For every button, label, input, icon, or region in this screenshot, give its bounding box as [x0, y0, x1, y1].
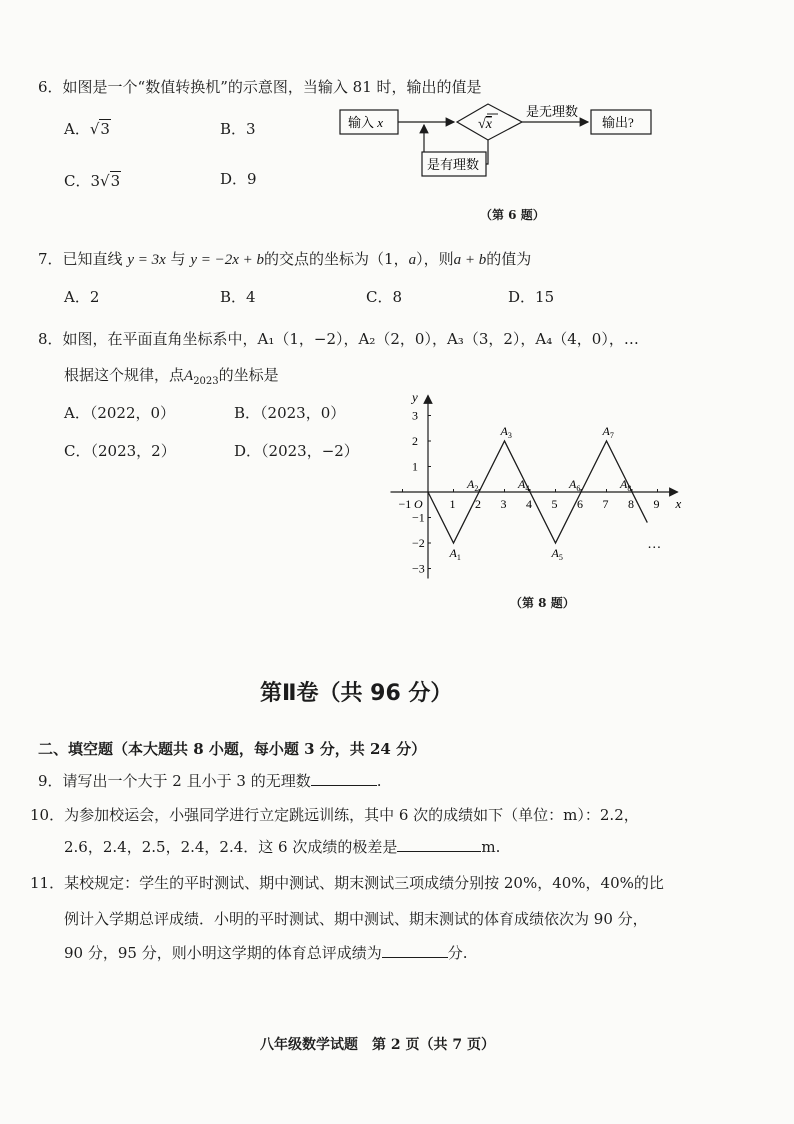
x-tick-label: −1 — [398, 497, 412, 511]
x-tick-label: 7 — [602, 497, 609, 511]
q11-blank — [382, 943, 448, 958]
x-axis-label: x — [675, 496, 682, 511]
point-label-a4: $A_4$ — [518, 477, 530, 493]
q9-blank — [311, 771, 377, 786]
q6-caption: （第 6 题） — [480, 208, 545, 222]
fill-blank-heading: 二、填空题（本大题共 8 小题，每小题 3 分，共 24 分） — [38, 740, 427, 758]
q6-option-d: D．9 — [220, 170, 257, 188]
q6-option-a: A．√3 — [64, 120, 110, 138]
y-tick-label: −1 — [412, 510, 425, 525]
svg-text:输入 x: 输入 x — [348, 115, 384, 130]
q6-flow-diagram — [330, 98, 660, 186]
q6-stem: 6．如图是一个“数值转换机”的示意图，当输入 81 时，输出的值是 — [38, 78, 482, 96]
y-tick-label: −3 — [412, 561, 425, 576]
q8-option-b: B．（2023，0） — [234, 404, 346, 422]
input-label: 输入 — [348, 115, 375, 130]
q8-stem: 8．如图，在平面直角坐标系中，A₁（1，−2），A₂（2，0），A₃（3，2），A₄（4，0），… — [38, 330, 639, 348]
y-tick-label: 1 — [412, 459, 418, 474]
svg-text:√x: √x — [478, 117, 492, 132]
q10-line1: 10．为参加校运会，小强同学进行立定跳远训练，其中 6 次的成绩如下（单位：m）：2.2， — [30, 806, 639, 824]
q11-line1: 11．某校规定：学生的平时测试、期中测试、期末测试三项成绩分别按 20%，40%，40%的比 — [30, 874, 664, 892]
point-label-a6: $A_6$ — [569, 477, 581, 493]
y-tick-label: −2 — [412, 536, 425, 550]
y-axis-label: y — [412, 389, 418, 405]
point-label-a8: $A_8$ — [620, 477, 632, 493]
x-tick-label: O — [414, 497, 423, 511]
q10-blank — [397, 837, 481, 852]
y-tick-label: 2 — [412, 434, 418, 448]
q8-option-a: A．（2022，0） — [64, 404, 176, 422]
point-label-a2: $A_2$ — [467, 477, 479, 493]
q7-option-a: A．2 — [64, 288, 100, 306]
q11-line2: 例计入学期总评成绩．小明的平时测试、期中测试、期末测试的体育成绩依次为 90 分， — [64, 910, 648, 928]
q8-coordinate-chart — [390, 382, 690, 587]
x-tick-label: 1 — [449, 497, 456, 511]
point-label-a1: $A_1$ — [449, 546, 461, 562]
q10-line2: 2.6，2.4，2.5，2.4，2.4．这 6 次成绩的极差是 m. — [64, 838, 501, 856]
page-footer: 八年级数学试题 第 2 页（共 7 页） — [260, 1037, 495, 1053]
rational-label: 是有理数 — [427, 157, 480, 172]
x-tick-label: 2 — [475, 497, 481, 511]
q8-option-d: D．（2023，−2） — [234, 442, 359, 460]
x-tick-label: 6 — [577, 497, 583, 511]
chart-ellipsis: … — [647, 537, 662, 553]
q7-option-c: C．8 — [366, 288, 403, 306]
q7-option-b: B．4 — [220, 288, 256, 306]
point-label-a5: $A_5$ — [551, 546, 563, 562]
q8-option-c: C．（2023，2） — [64, 442, 176, 460]
q9: 9．请写出一个大于 2 且小于 3 的无理数 . — [38, 772, 382, 790]
q7-option-d: D．15 — [508, 288, 555, 306]
section-title: 第Ⅱ卷（共 96 分） — [260, 681, 453, 706]
point-label-a3: $A_3$ — [500, 424, 512, 440]
q8-caption: （第 8 题） — [510, 596, 575, 610]
q6-option-c: C．3√3 — [64, 172, 121, 190]
point-label-a7: $A_7$ — [602, 424, 614, 440]
x-tick-label: 3 — [500, 497, 507, 511]
x-tick-label: 5 — [551, 497, 558, 511]
q7-stem: 7．已知直线 y = 3x 与 y = −2x + b的交点的坐标为（1，a），则a + b的值为 — [38, 250, 532, 268]
output-label: 输出? — [602, 115, 634, 130]
q11-line3: 90 分，95 分，则小明这学期的体育总评成绩为 分. — [64, 944, 468, 962]
x-tick-label: 9 — [653, 497, 660, 511]
x-tick-label: 8 — [628, 497, 634, 511]
q6-option-b: B．3 — [220, 120, 256, 138]
x-tick-label: 4 — [526, 497, 532, 511]
q8-line2: 根据这个规律，点$A_{2023}$的坐标是 — [64, 366, 279, 387]
y-tick-label: 3 — [412, 408, 418, 423]
irrational-label: 是无理数 — [526, 104, 579, 119]
